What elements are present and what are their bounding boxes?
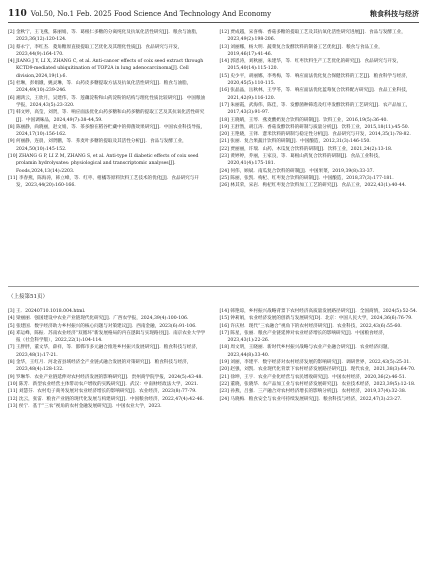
header-left	[8, 9, 271, 22]
reference-item: [4] JIANG J Y, LI X, ZHANG C, et al. Anti-cancer effects of coix seed extract through KCTD9-mediated ubiquitination of TOP2A in lung adenocarcinoma[J]. Cell division,2024,19(1):6.	[8, 59, 204, 79]
reference-item: [25] 陈丽，张凯．枸杞、红枣复合饮料的研制[J]．中国酿造，2018,37(3):177-181.	[219, 175, 394, 181]
reference-item: [7] 王胖胖，董文华，薛祥，等．邯郸市多元融合推进乡村振兴发展研究[J]．粮食科技与经济，2023,48(1):17-21.	[8, 345, 201, 358]
reference-item: [23] 孙燕，吕强．三产融合对农村经济增长的影响分析[J]．农村经济，2019,37(4):32-38.	[219, 389, 407, 395]
page-number: 110	[8, 9, 27, 19]
reference-item: [14] 郭恩涛，刘秋丽，朱建华，等．红枣饮料生产工艺优化的研究[J]．食品研究与开发，2015,40(14):115-120.	[219, 59, 402, 72]
reference-item: [18] 王晓晴，王琴．燕麦酸奶复合饮料的研制[J]．饮料工业，2016,19(5):36-40.	[219, 117, 388, 123]
reference-item: [5] 杜琳，彭娟娥，姚灵琳，等．山药皮多糖提取方法及抗氧化活性研究[J]．粮食与油脂，2024,49(10):239-246.	[8, 81, 192, 94]
reference-item: [5] 张建国．数字经济助力乡村振兴的核心问题与对策建议[J]．西南金融，2023(6):91-106.	[8, 323, 197, 329]
reference-item: [3] 蔡永宁，李红杰．菱角糖原直接提取工艺优化及其理化性质[J]．食品研究与开发，2023,44(9):164-170.	[8, 44, 183, 57]
reference-item: [7] 韩文婷，高莹，刘贤，等．响应面法优化山药多糖和山药多糖的提取工艺及其抗氧化活性研究[J]．中国调味品，2024,49(7):38-44,59.	[8, 110, 205, 123]
reference-item: [9] 罗琳华．农业产业链延伸对农村经济发展的影响研究[J]．贵州商学院学报，2024(5):43-48.	[8, 374, 203, 380]
reference-item: [20] 赵强，刘凯．农业现代化背景下农村经济发展路径研究[J]．现代农业，2021,38(3):64-70.	[219, 367, 416, 373]
reference-item: [21] 徐坤，王宇．农业产业化经营与农民增收研究[J]．中国农村经济，2020,36(2):46-51.	[219, 374, 407, 380]
reference-item: [16] 许庆财．现代“三农融合”视角下的农村经济研究[J]．农业科技，2022,43(6):55-60.	[219, 323, 402, 329]
reference-item: [17] 陈星，张丽．粮食产业链延伸对农业经济增长的影响研究[J]．中国粮食经济，2023,43(1):22-26.	[219, 330, 388, 344]
reference-item: [21] 张丽．复合果蔬汁饮料的研制[J]．中国酿造，2012,31(3):146-150.	[219, 139, 371, 145]
reference-item: [22] 贾丽丽，许瑞．山药、木瓜复合饮料的研制[J]．饮料工业，2021,24(2):13-18.	[219, 146, 393, 152]
reference-item: [6] 邓运峰，陈振．苏南农业经济“双循环”新发展格局的内在逻辑与实现路径[J]．南京农业大学学报（社会科学版），2022,22(1):104-114.	[8, 330, 206, 344]
section-title: 粮食科技与经济	[370, 9, 419, 18]
reference-item: [12] 贾成越，宋喜梅．香菇多糖的提取工艺及其抗氧化活性研究进展[J]．食品与发酵工业，2023,49(2):198-206.	[219, 30, 406, 43]
reference-item: [8] 金华，王红月．河北省县域经济全产业链式融合发展的对策研究[J]．粮食科技与经济，2023,48(4):128-132.	[8, 360, 192, 373]
continued-label: （上接第51页）	[8, 294, 48, 300]
reference-item: [16] 张晶晶，岳秋林，王学苓，等．响应面法优化蓝莓复合饮料配方研究[J]．食品工业科技，2021,42(9):116-120.	[219, 88, 411, 101]
reference-item: [18] 周文明，王晓丽．新时代乡村振兴战略与农业产业融合研究[J]．农业经济问题，2023,44(8):33-40.	[219, 345, 393, 358]
reference-item: [24] 马晓梅．粮食安全与农业可持续发展研究[J]．粮食科技与经济，2022,47(3):23-27.	[219, 396, 402, 402]
reference-item: [2] 金秋宁，王飞燕，陈丽娟，等．葛根仁多糖的分离纯化及抗氧化活性研究[J]．粮食与油脂，2023,36(12):120-124.	[8, 30, 201, 43]
reference-item: [9] 何丽静，连晨，刘贤鹏，等．荞麦叶多糖的提取及其活性分析[J]．食品与发酵工业，2024,50(10):145-152.	[8, 139, 187, 152]
reference-item: [3] 王．20240710.1018.004.html.	[8, 309, 86, 314]
reference-item: [19] 王舒然，胡江涛．香菇发酵饮料的研制与质量分析[J]．饮料工业，2015,18(11):45-50.	[219, 124, 410, 130]
reference-item: [24] 何伟，顾斌．南瓜复合饮料的研制[J]．中国果菜，2019,39(8):33-37.	[219, 168, 375, 174]
reference-list-bottom	[8, 308, 419, 584]
journal-line: Vol.50, No.1 Feb. 2025 Food Science And Technology And Economy	[30, 10, 272, 18]
reference-item: [15] 史少平，胡丽娜，李秀梅，等．响应面法优化复合保健饮料的工艺[J]．粮食科学与经济，2020,45(5):110-115.	[219, 73, 411, 87]
reference-item: [10] 陈芳．新型农业经营主体带动农户增收的实践研究[J]．武汉：中南财经政法大学，2021.	[8, 381, 199, 387]
reference-item: [4] 梁丽丽．强国建设中农业产业链现代化研究[J]．广西农学报，2024,39(4):100-106.	[8, 316, 189, 322]
reference-item: [13] 侯宁．基于“三农”视角的农村金融发展研究[J]．中国农业大学，2023.	[8, 403, 162, 409]
reference-item: [14] 韩艳琼，乡村振兴战略背景下农村经济高质量发展路径研究[J]．全国商情，2024(5):52-54.	[219, 309, 418, 314]
reference-item: [8] 陈丽静，尚晓丽，赵文娟，等．茶多酚在稻谷贮藏中的抑菌效果研究[J]．中国农业科技导报，2024,17(10):156-162.	[8, 124, 206, 138]
section-divider	[8, 286, 419, 287]
page-header	[8, 0, 419, 23]
reference-item: [6] 湘鸿云，王欣月，吴建伟，等．莲藕淀粉和山药淀粉的结构与理化性质比较研究[J]．中国粮油学报，2024,43(5):23-320.	[8, 95, 206, 108]
reference-item: [26] 林其荣，宋岩．枸杞红枣复合饮料加工工艺的研究[J]．食品工业，2022,43(1):40-44.	[219, 183, 407, 189]
reference-list-top	[8, 29, 419, 271]
reference-item: [17] 朱丽霞，武海伟，陈佳，等．发酵菌种筛选及红枣发酵饮料的工艺研究[J]．农产品加工，2017,43(3):91-97.	[219, 102, 411, 116]
reference-item: [15] 钟莉娟，农业经济发展的创新与发展研究[D]．北京：中国人民大学，2024,36(6):76-79.	[219, 316, 413, 322]
reference-item: [20] 王艳晓，王铎．薏米饮料的研制与稳定性分析[J]．食品研究与开发，2014,35(1):78-82.	[219, 132, 411, 138]
reference-item: [19] 刘丽，李建平．数字经济对农村经济发展的影响研究[J]．调研世界，2022,43(5):25-31.	[219, 360, 411, 366]
reference-item: [23] 黄婷婷，乔丽，王家良，等．葛根山药复合饮料的研制[J]．食品工业科技，2020,41(4):175-181.	[219, 154, 383, 167]
reference-item: [11] 李春燕，陈海涛，韩立峰，等．红枣、柑橘等原料饮料工艺技术的优化[J]．食品研究与开发，2023,44(20):160-166.	[8, 175, 199, 189]
reference-item: [11] 刘慧芬．农村电子商务发展对农业经济增长的影响研究[J]．农业经济，2023(8):77-79.	[8, 389, 197, 395]
reference-item: [22] 董晓，张晓华．农产品加工业与农村经济发展研究[J]．农业技术经济，2023,39(5):12-18.	[219, 381, 416, 387]
reference-item: [10] ZHANG G P, LI Z M, ZHANG S, et al. Anti-type II diabetic effects of coix seed prolamin hydrolysates: physiological and transcriptomic analyses[J]. Foods,2024,13(14):2203.	[8, 154, 199, 174]
reference-item: [12] 沈云，张雷．粮食产业链的现代化发展与构建研究[J]．中国粮食经济，2022,47(4):42-46.	[8, 396, 204, 402]
reference-item: [13] 刘丽娜，杨大明．蔬菜复合发酵饮料的制备工艺优化[J]．粮食与食品工业，2019,46(17):41-46.	[219, 44, 383, 57]
